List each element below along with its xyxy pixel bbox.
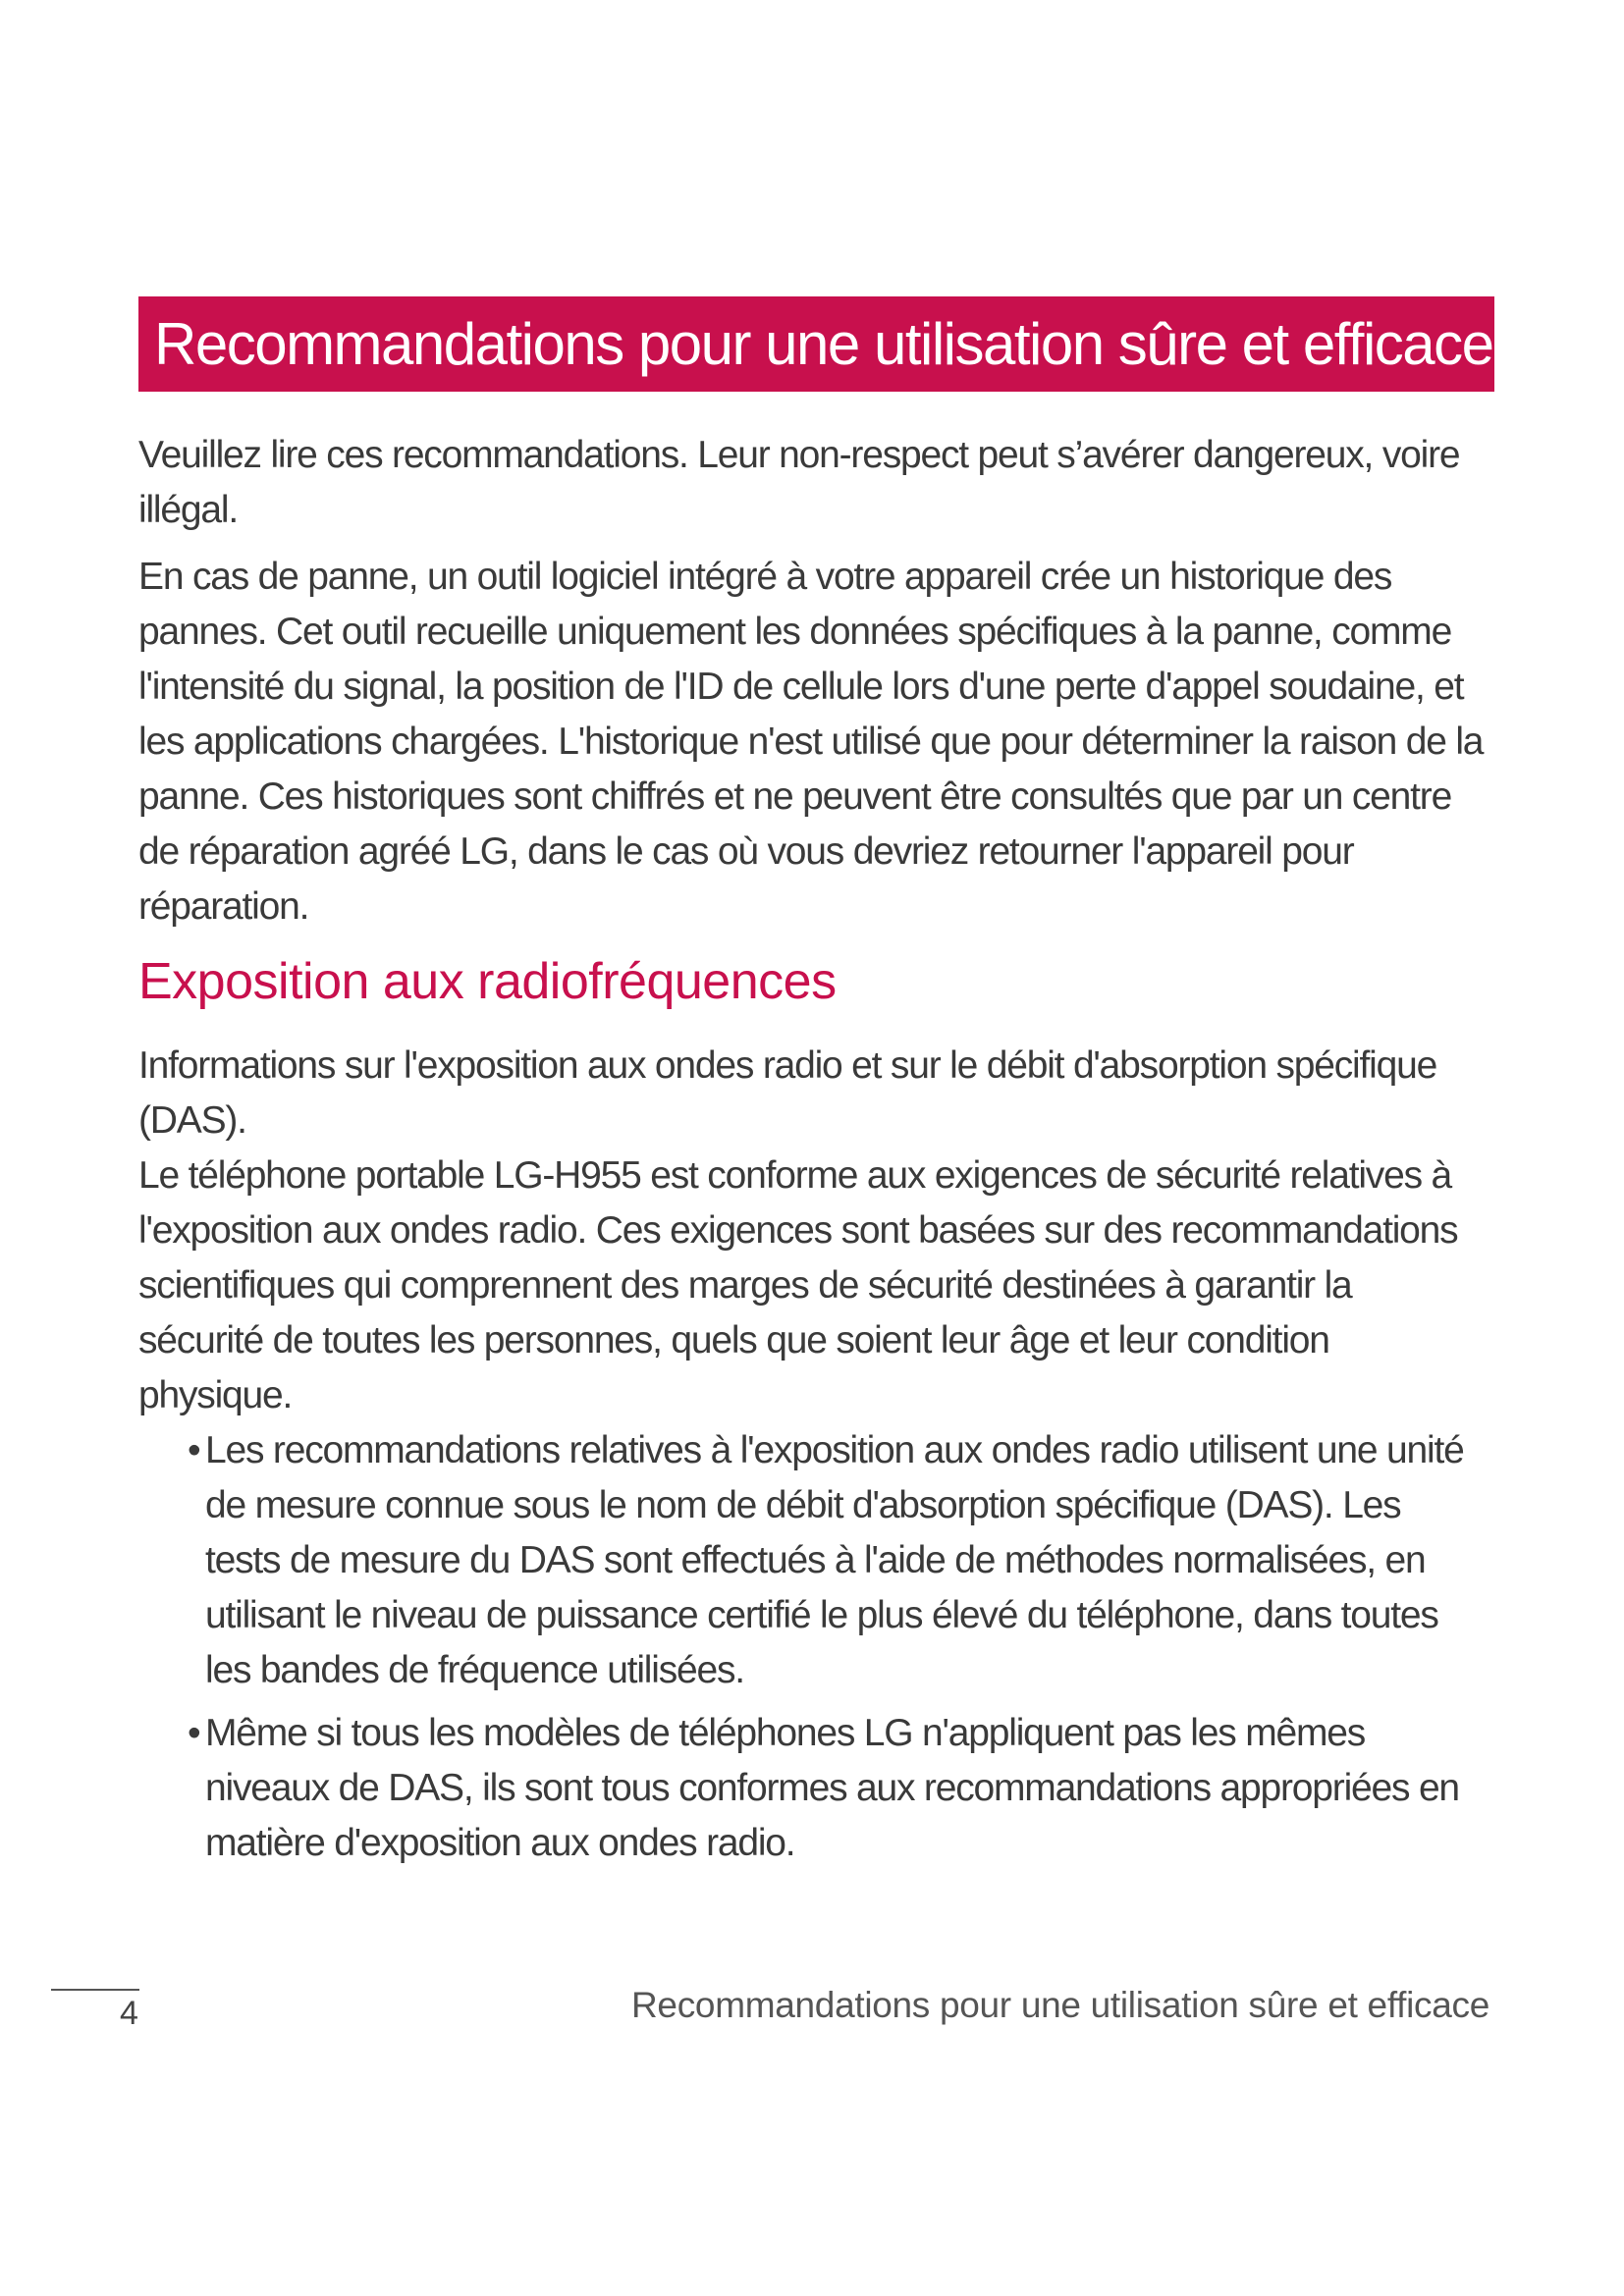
rf-exposure-section bbox=[138, 1039, 1484, 1871]
title-banner bbox=[138, 296, 1494, 392]
bullet-icon: • bbox=[188, 1712, 200, 1754]
intro-paragraph-2: En cas de panne, un outil logiciel intégré à votre appareil crée un historique des pannes. Cet outil recueille uniquement les données spécifiques à la panne, comme l'intensité du signal, la position de l'ID de cellule lors d'une perte d'appel soudaine, et les applications chargées. L'historique n'est utilisé que pour déterminer la raison de la panne. Ces historiques sont chiffrés et ne peuvent être consultés que par un centre de réparation agréé LG, dans le cas où vous devriez retourner l'appareil pour réparation. bbox=[138, 556, 1484, 928]
bullet-icon: • bbox=[188, 1429, 200, 1471]
running-title: Recommandations pour une utilisation sûre et efficace bbox=[631, 1985, 1489, 2025]
page-title: Recommandations pour une utilisation sûre et efficace bbox=[154, 311, 1493, 377]
list-item bbox=[138, 1706, 1484, 1871]
intro-section bbox=[138, 428, 1484, 934]
bullet-list bbox=[138, 1423, 1484, 1871]
section-paragraph-1: Informations sur l'exposition aux ondes radio et sur le débit d'absorption spécifique (DAS). bbox=[138, 1044, 1437, 1142]
section-heading: Exposition aux radiofréquences bbox=[138, 953, 837, 1010]
footer-divider bbox=[51, 1989, 139, 1991]
intro-paragraph-1: Veuillez lire ces recommandations. Leur non-respect peut s’avérer dangereux, voire illégal. bbox=[138, 434, 1460, 531]
list-item bbox=[138, 1423, 1484, 1698]
bullet-text: Les recommandations relatives à l'exposition aux ondes radio utilisent une unité de mesure connue sous le nom de débit d'absorption spécifique (DAS). Les tests de mesure du DAS sont effectués à l'aide de méthodes normalisées, en utilisant le niveau de puissance certifié le plus élevé du téléphone, dans toutes les bandes de fréquence utilisées. bbox=[205, 1429, 1464, 1691]
section-paragraph-2: Le téléphone portable LG-H955 est conforme aux exigences de sécurité relatives à l'exposition aux ondes radio. Ces exigences sont basées sur des recommandations scientifiques qui comprennent des marges de sécurité destinées à garantir la sécurité de toutes les personnes, quels que soient leur âge et leur condition physique. bbox=[138, 1154, 1458, 1416]
bullet-text: Même si tous les modèles de téléphones LG n'appliquent pas les mêmes niveaux de DAS, ils sont tous conformes aux recommandations appropriées en matière d'exposition aux ondes radio. bbox=[205, 1712, 1459, 1864]
page-number: 4 bbox=[120, 1995, 138, 2032]
